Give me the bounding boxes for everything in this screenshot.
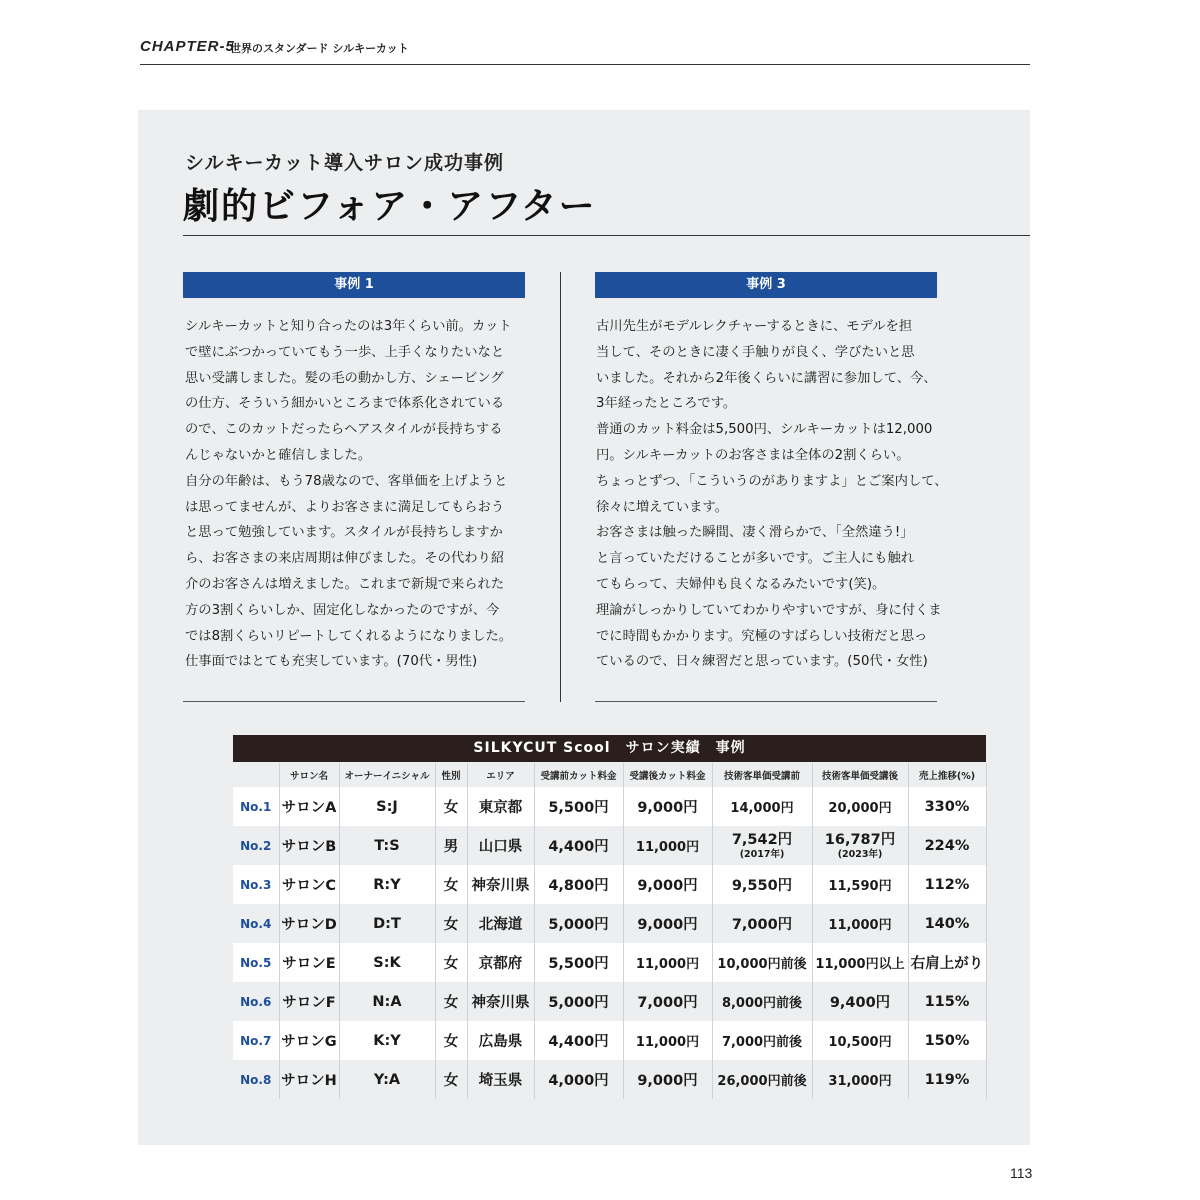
cell-before-cut: 5,500円 [534,943,623,982]
cell-gender: 女 [435,1021,467,1060]
cell-salon: サロンA [279,787,339,826]
case-3-line: でに時間もかかります。究極のすばらしい技術だと思っ [596,628,928,644]
case-1-line: ら、お客さまの来店周期は伸びました。その代わり紹 [185,551,505,567]
column-header: サロン名 [279,763,339,787]
cell-owner: D:T [339,904,435,943]
cell-salon: サロンB [279,826,339,865]
cell-no: No.3 [233,865,279,904]
cell-after-cut: 9,000円 [623,904,712,943]
cell-owner: S:J [339,787,435,826]
cell-before-price: 10,000円前後 [712,943,812,982]
table-row [233,826,986,865]
cell-before-cut: 4,800円 [534,865,623,904]
cell-after-cut: 11,000円 [623,943,712,982]
price-value: 16,787円 [824,832,896,848]
cell-after-price: 10,500円 [812,1021,908,1060]
case-3-line: ちょっとずつ、「こういうのがありますよ」とご案内して、 [596,473,948,489]
cell-no: No.6 [233,982,279,1021]
case-1-body [185,314,535,675]
cell-before-price: 8,000円前後 [712,982,812,1021]
cell-gender: 女 [435,1060,467,1099]
cell-before-cut: 4,400円 [534,1021,623,1060]
chapter-label: CHAPTER-5 [140,38,235,55]
table-row [233,1021,986,1060]
cell-salon: サロンF [279,982,339,1021]
cell-before-price: 14,000円 [712,787,812,826]
cell-after-cut: 9,000円 [623,787,712,826]
cell-before-price: 7,000円前後 [712,1021,812,1060]
table-row [233,943,986,982]
case-3-rule [595,701,937,702]
cell-after-price: 11,590円 [812,865,908,904]
cell-area: 埼玉県 [467,1060,534,1099]
cell-gender: 女 [435,943,467,982]
case-1-rule [183,701,525,702]
case-1-line: 自分の年齢は、もう78歳なので、客単価を上げようと [185,473,508,489]
case-3-line: ているので、日々練習だと思っています。(50代・女性) [596,654,928,670]
cell-owner: S:K [339,943,435,982]
cell-gender: 女 [435,982,467,1021]
cell-owner: N:A [339,982,435,1021]
cell-no: No.2 [233,826,279,865]
case-3-line: いました。それから2年後くらいに講習に参加して、今、 [596,370,937,386]
cell-after-price: 20,000円 [812,787,908,826]
table-row [233,787,986,826]
cell-growth: 224% [908,826,986,865]
cell-before-cut: 5,500円 [534,787,623,826]
case-1-line: では8割くらいリピートしてくれるようになりました。 [185,628,513,644]
table-header-row [233,763,986,787]
cell-area: 山口県 [467,826,534,865]
table-row [233,982,986,1021]
column-header: 技術客単価受講後 [812,763,908,787]
table-row [233,1060,986,1099]
case-1-line: 介のお客さんは増えました。これまで新規で来られた [185,576,505,592]
case-1-line: の仕方、そういう細かいところまで体系化されている [185,396,505,412]
case-1-line: んじゃないかと確信しました。 [185,447,372,463]
cell-before-price: 9,550円 [712,865,812,904]
column-header: 売上推移(%) [908,763,986,787]
case-3-line: 当して、そのときに凄く手触りが良く、学びたいと思 [596,344,915,360]
case-1-line: 思い受講しました。髪の毛の動かし方、シェービング [185,370,504,386]
cell-after-cut: 9,000円 [623,1060,712,1099]
cell-before-cut: 4,400円 [534,826,623,865]
cell-area: 東京都 [467,787,534,826]
case-3-line: 徐々に増えています。 [596,499,728,515]
cell-no: No.5 [233,943,279,982]
cell-gender: 女 [435,787,467,826]
cell-area: 北海道 [467,904,534,943]
cell-salon: サロンH [279,1060,339,1099]
cell-salon: サロンC [279,865,339,904]
page-title: 劇的ビフォア・アフター [183,186,597,227]
case-3-line: てもらって、夫婦仲も良くなるみたいです(笑)。 [596,576,886,592]
page-subtitle: シルキーカット導入サロン成功事例 [185,152,504,174]
cell-owner: R:Y [339,865,435,904]
cell-before-cut: 5,000円 [534,982,623,1021]
cell-growth: 右肩上がり [908,943,986,982]
cell-after-price: 11,000円 [812,904,908,943]
case-3-label: 事例 3 [595,272,937,298]
column-header: エリア [467,763,534,787]
table-title: SILKYCUT Scool サロン実績 事例 [233,735,986,762]
case-3-line: 普通のカット料金は5,500円、シルキーカットは12,000 [596,422,933,438]
cell-before-price [712,826,812,865]
cell-after-cut: 9,000円 [623,865,712,904]
case-1-line: 方の3割くらいしか、固定化しなかったのですが、今 [185,602,500,618]
cell-growth: 140% [908,904,986,943]
case-3-line: 円。シルキーカットのお客さまは全体の2割くらい。 [596,447,910,463]
cell-before-cut: 4,000円 [534,1060,623,1099]
chapter-header [140,38,1030,65]
column-header: 性別 [435,763,467,787]
price-year: (2023年) [837,849,883,860]
cell-after-price: 31,000円 [812,1060,908,1099]
price-value: 7,542円 [731,832,793,848]
case-3-line: 理論がしっかりしていてわかりやすいですが、身に付くま [596,602,942,618]
cell-after-price: 11,000円以上 [812,943,908,982]
cell-salon: サロンE [279,943,339,982]
cell-gender: 女 [435,865,467,904]
cell-growth: 119% [908,1060,986,1099]
cell-no: No.8 [233,1060,279,1099]
case-1-line: で壁にぶつかっていてもう一歩、上手くなりたいなと [185,344,505,360]
cell-before-cut: 5,000円 [534,904,623,943]
column-header: 技術客単価受講前 [712,763,812,787]
cell-area: 神奈川県 [467,982,534,1021]
cell-area: 神奈川県 [467,865,534,904]
cell-after-cut: 11,000円 [623,826,712,865]
column-header: オーナーイニシャル [339,763,435,787]
cell-area: 京都府 [467,943,534,982]
cell-growth: 330% [908,787,986,826]
case-3-line: 古川先生がモデルレクチャーするときに、モデルを担 [596,319,913,334]
cell-after-price: 9,400円 [812,982,908,1021]
cell-growth: 115% [908,982,986,1021]
cell-after-cut: 11,000円 [623,1021,712,1060]
cell-gender: 男 [435,826,467,865]
cell-area: 広島県 [467,1021,534,1060]
cell-no: No.4 [233,904,279,943]
title-divider [183,235,1030,236]
case-3-line: 3年経ったところです。 [596,396,737,412]
cell-before-price: 26,000円前後 [712,1060,812,1099]
case-1-line: ので、このカットだったらヘアスタイルが長持ちする [185,422,503,438]
cell-no: No.1 [233,787,279,826]
column-header [233,763,279,787]
case-1-line: シルキーカットと知り合ったのは3年くらい前。カット [185,319,512,334]
case-1-label: 事例 1 [183,272,525,298]
cell-salon: サロンD [279,904,339,943]
case-1-line: 仕事面ではとても充実しています。(70代・男性) [185,654,478,670]
case-3-line: と言っていただけることが多いです。ご主人にも触れ [596,551,915,567]
case-1-line: は思ってませんが、よりお客さまに満足してもらおう [185,499,505,515]
table-row [233,865,986,904]
chapter-title: 世界のスタンダード シルキーカット [230,42,409,55]
cell-growth: 150% [908,1021,986,1060]
case-1-line: と思って勉強しています。スタイルが長持ちしますか [185,525,503,541]
case-3-line: お客さまは触った瞬間、凄く滑らかで、「全然違う!」 [596,525,914,541]
cell-gender: 女 [435,904,467,943]
column-divider [560,272,561,702]
price-year: (2017年) [739,849,785,860]
cell-owner: T:S [339,826,435,865]
salon-results-table [233,763,987,1099]
table-row [233,904,986,943]
cell-after-price [812,826,908,865]
case-3-body [596,314,956,675]
column-header: 受講後カット料金 [623,763,712,787]
cell-growth: 112% [908,865,986,904]
cell-owner: Y:A [339,1060,435,1099]
cell-after-cut: 7,000円 [623,982,712,1021]
column-header: 受講前カット料金 [534,763,623,787]
cell-no: No.7 [233,1021,279,1060]
page-number: 113 [1010,1165,1033,1181]
cell-salon: サロンG [279,1021,339,1060]
cell-before-price: 7,000円 [712,904,812,943]
cell-owner: K:Y [339,1021,435,1060]
